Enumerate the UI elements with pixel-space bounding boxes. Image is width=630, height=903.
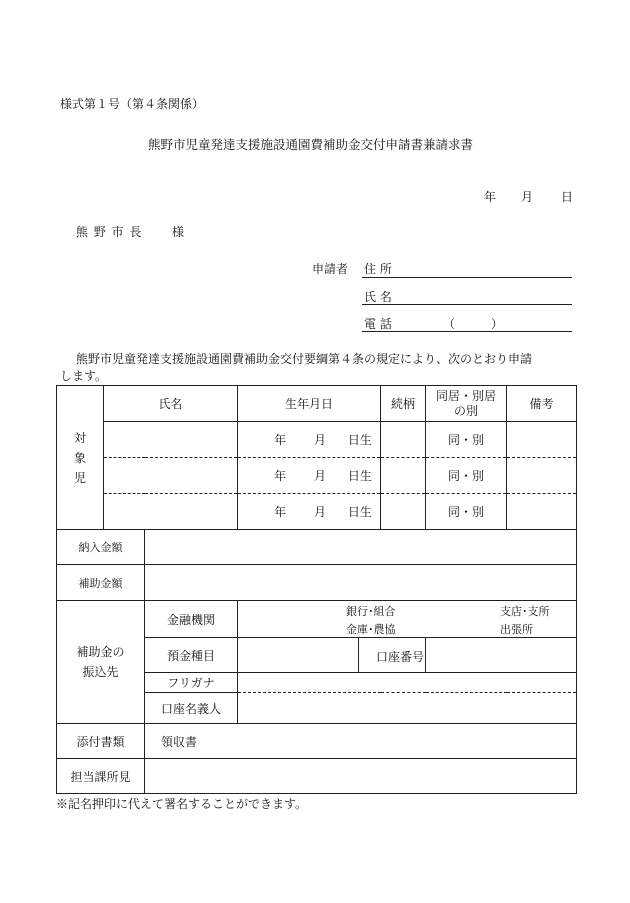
subsidy-amount-label: 補助金額 (57, 565, 145, 601)
child-cohabit-field[interactable]: 同・別 (426, 422, 507, 458)
child-name-field[interactable] (104, 494, 238, 530)
transfer-destination-label: 補助金の振込先 (57, 601, 145, 724)
signature-footnote: ※記名押印に代えて署名することができます。 (56, 797, 308, 811)
addressee-honorific: 様 (172, 225, 185, 239)
officer-opinion-label: 担当課所見 (57, 759, 145, 794)
header-relation: 続柄 (381, 386, 426, 422)
header-cohabit: 同居・別居の別 (426, 386, 507, 422)
applicant-address-label: 住 所 (364, 262, 392, 276)
child-name-field[interactable] (104, 458, 238, 494)
child-cohabit-field[interactable]: 同・別 (426, 494, 507, 530)
attachments-value: 領収書 (145, 724, 577, 759)
child-birthdate-field[interactable] (238, 458, 381, 494)
birth-month-label: 月 (314, 433, 327, 447)
date-month-label: 月 (521, 190, 534, 204)
child-relation-field[interactable] (381, 494, 426, 530)
account-holder-field[interactable] (238, 693, 577, 724)
intro-text-line1: 熊野市児童発達支援施設通園費補助金交付要綱第４条の規定により、次のとおり申請 (76, 352, 533, 366)
attachments-label: 添付書類 (57, 724, 145, 759)
birth-year-label: 年 (274, 433, 287, 447)
birth-year-label: 年 (274, 469, 287, 483)
child-remarks-field[interactable] (507, 422, 577, 458)
target-child-label: 対象児 (73, 430, 86, 485)
application-form-table (56, 385, 577, 794)
addressee-name: 熊 野 市 長 (76, 225, 143, 239)
officer-opinion-field[interactable] (145, 759, 577, 794)
birth-month-label: 月 (314, 469, 327, 483)
birth-day-label: 日生 (347, 469, 372, 483)
applicant-phone-line[interactable] (362, 331, 572, 332)
child-relation-field[interactable] (381, 422, 426, 458)
bank-type-1: 銀行･組合 (346, 605, 396, 618)
child-remarks-field[interactable] (507, 494, 577, 530)
account-holder-label: 口座名義人 (145, 693, 238, 724)
child-birthdate-field[interactable] (238, 422, 381, 458)
bank-institution-label: 金融機関 (145, 601, 238, 638)
child-birthdate-field[interactable] (238, 494, 381, 530)
birth-day-label: 日生 (347, 433, 372, 447)
header-name: 氏名 (104, 386, 238, 422)
branch-type-2: 出張所 (500, 623, 534, 636)
intro-text-line2: します。 (60, 369, 108, 383)
applicant-name-line[interactable] (362, 304, 572, 305)
payment-amount-label: 納入金額 (57, 530, 145, 565)
bank-type-2: 金庫･農協 (346, 623, 396, 636)
account-number-label: 口座番号 (376, 650, 425, 664)
applicant-label: 申請者 (312, 262, 349, 276)
child-name-field[interactable] (104, 422, 238, 458)
bank-institution-field[interactable] (238, 601, 577, 638)
deposit-type-label: 預金種目 (145, 638, 238, 673)
child-cohabit-field[interactable]: 同・別 (426, 458, 507, 494)
branch-type-1: 支店･支所 (500, 605, 550, 618)
date-day-label: 日 (561, 190, 574, 204)
target-child-cell (57, 386, 104, 530)
child-row (57, 422, 577, 458)
birth-day-label: 日生 (347, 505, 372, 519)
header-birthdate: 生年月日 (238, 386, 381, 422)
child-row (57, 494, 577, 530)
subsidy-amount-field[interactable] (145, 565, 577, 601)
furigana-field[interactable] (238, 673, 577, 693)
birth-month-label: 月 (314, 505, 327, 519)
birth-year-label: 年 (274, 505, 287, 519)
deposit-type-field[interactable] (238, 638, 426, 673)
applicant-phone-parens: （ ） (443, 317, 504, 331)
child-remarks-field[interactable] (507, 458, 577, 494)
header-remarks: 備考 (507, 386, 577, 422)
form-title: 熊野市児童発達支援施設通園費補助金交付申請書兼請求書 (148, 137, 474, 152)
applicant-phone-label: 電 話 (364, 317, 392, 331)
child-relation-field[interactable] (381, 458, 426, 494)
applicant-address-line[interactable] (362, 277, 572, 278)
payment-amount-field[interactable] (145, 530, 577, 565)
applicant-name-label: 氏 名 (364, 290, 392, 304)
furigana-label: フリガナ (145, 673, 238, 693)
account-number-field[interactable] (426, 638, 577, 673)
date-year-label: 年 (484, 190, 497, 204)
child-row (57, 458, 577, 494)
form-number: 様式第１号（第４条関係） (60, 97, 205, 111)
